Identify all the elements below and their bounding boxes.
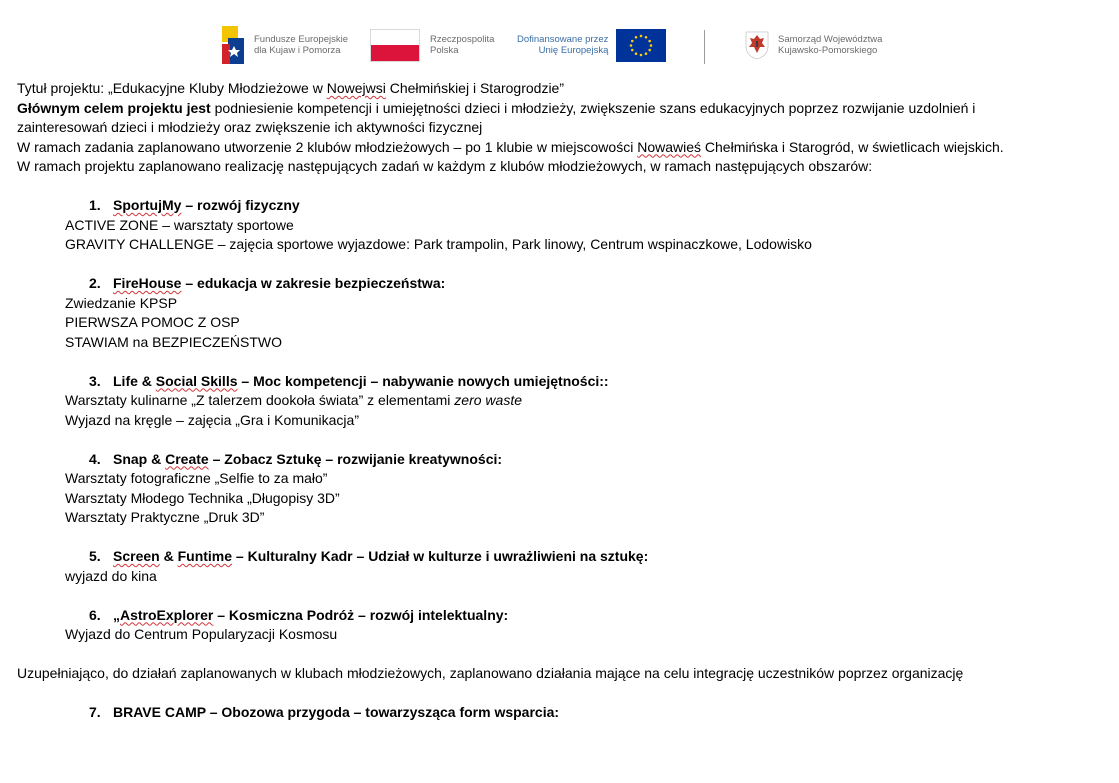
task-item-italic: zero waste — [454, 392, 522, 408]
task-item: Wyjazd do Centrum Popularyzacji Kosmosu — [65, 626, 338, 642]
task-number: 2. — [89, 275, 101, 291]
task-title-spellcheck-word: SportujMy — [113, 197, 182, 213]
task-heading-2 — [17, 274, 1107, 294]
task-item: Zwiedzanie KPSP — [65, 294, 178, 311]
project-goal-continuation: zainteresowań dzieci i młodzieży oraz zwiększenie ich aktywności fizycznej — [17, 119, 483, 135]
clubs-text-part2: Chełmińska i Starogród, w świetlicach wiejskich. — [701, 138, 1004, 155]
task-heading-4 — [17, 450, 1107, 470]
document-body — [17, 79, 1107, 723]
rzeczpospolita-logo — [370, 22, 494, 68]
task-title-prefix: Life & — [113, 372, 156, 389]
task-title-spellcheck-word: FireHouse — [113, 275, 182, 291]
task-number: 5. — [89, 548, 101, 564]
task-title-spellcheck-word: Create — [165, 450, 209, 467]
task-item: PIERWSZA POMOC Z OSP — [65, 314, 240, 330]
task-item-text: Warsztaty kulinarne „Z talerzem dookoła świata” z elementami — [65, 392, 455, 408]
fe-star-icon — [220, 24, 246, 66]
fundusze-europejskie-logo — [220, 22, 348, 68]
task-number: 6. — [89, 606, 101, 623]
poland-flag-icon — [370, 29, 420, 62]
project-title-spellcheck-word: Nowejwsi — [326, 80, 386, 96]
eu-logo — [517, 22, 666, 68]
task-title-prefix: Snap & — [113, 450, 166, 467]
project-title — [17, 79, 1107, 99]
task-number: 3. — [89, 372, 101, 389]
task-item: Warsztaty Młodego Technika „Długopisy 3D” — [65, 489, 340, 506]
kp-logo-line2: Kujawsko-Pomorskiego — [778, 45, 878, 56]
kp-logo-line1: Samorząd Województwa — [778, 34, 883, 45]
task-item: Wyjazd na kręgle – zajęcia „Gra i Komunikacja” — [65, 411, 359, 428]
task-title-text: BRAVE CAMP – Obozowa przygoda – towarzysząca form wsparcia: — [113, 704, 560, 720]
task-number: 1. — [89, 197, 101, 213]
task-heading-6 — [17, 606, 1107, 626]
rp-logo-line1: Rzeczpospolita — [430, 34, 495, 45]
task-item: STAWIAM na BEZPIECZEŃSTWO — [65, 333, 283, 350]
task-title-spellcheck-word: AstroExplorer — [120, 606, 214, 623]
coat-of-arms-icon — [744, 30, 770, 60]
task-title-text: – rozwój fizyczny — [181, 197, 300, 213]
task-title-prefix: „ — [113, 606, 120, 623]
project-goal-bold: Głównym celem projektu jest — [17, 99, 211, 116]
fe-logo-line2: dla Kujaw i Pomorza — [254, 45, 341, 56]
supplement-paragraph: Uzupełniająco, do działań zaplanowanych w klubach młodzieżowych, zaplanowano działania mające na celu integrację uczestników poprzez organizację — [17, 665, 964, 681]
task-title-text: – Zobacz Sztukę – rozwijanie kreatywności: — [208, 450, 503, 467]
kujawsko-pomorskie-logo — [744, 22, 882, 68]
project-goal-text: podniesienie kompetencji i umiejętności dzieci i młodzieży, zwiększenie szans edukacyjnych poprzez rozwijanie uzdolnień i — [210, 99, 976, 116]
task-title-text: – Moc kompetencji – nabywanie nowych umiejętności:: — [237, 372, 609, 389]
task-item: Warsztaty Praktyczne „Druk 3D” — [65, 509, 265, 525]
task-title-text: – edukacja w zakresie bezpieczeństwa: — [181, 275, 446, 291]
task-title-spellcheck-word: Social Skills — [155, 372, 238, 389]
rp-logo-line2: Polska — [430, 45, 459, 56]
logo-divider — [704, 30, 705, 64]
task-title-text: – Kosmiczna Podróż – rozwój intelektualny: — [213, 606, 509, 623]
task-number: 4. — [89, 450, 101, 467]
task-item: GRAVITY CHALLENGE – zajęcia sportowe wyjazdowe: Park trampolin, Park linowy, Centrum wspinaczkowe, Lodowisko — [65, 236, 812, 252]
clubs-description — [17, 138, 1107, 158]
task-title-spellcheck-word: Screen — [113, 548, 160, 564]
task-heading-5 — [17, 547, 1107, 567]
project-title-part1: Tytuł projektu: „Edukacyjne Kluby Młodzieżowe w — [17, 80, 327, 96]
project-title-part2: Chełmińskiej i Starogrodzie” — [385, 80, 565, 96]
task-number: 7. — [89, 704, 101, 720]
task-title-ampersand: & — [159, 548, 178, 564]
tasks-intro: W ramach projektu zaplanowano realizację następujących zadań w każdym z klubów młodzieżowych, w ramach następujących obszarów: — [17, 158, 873, 174]
logo-bar — [0, 22, 1119, 68]
task-item: ACTIVE ZONE – warsztaty sportowe — [65, 216, 294, 233]
task-item: wyjazd do kina — [65, 567, 157, 584]
clubs-text-part1: W ramach zadania zaplanowano utworzenie 2 klubów młodzieżowych – po 1 klubie w miejscowości — [17, 138, 638, 155]
task-title-text: – Kulturalny Kadr – Udział w kulturze i uwrażliwieni na sztukę: — [232, 548, 649, 564]
eu-logo-line2: Unię Europejską — [538, 45, 609, 56]
task-heading-1 — [17, 196, 1107, 216]
task-heading-7 — [17, 703, 1107, 723]
fe-logo-line1: Fundusze Europejskie — [254, 34, 348, 45]
clubs-spellcheck-word: Nowawieś — [637, 138, 702, 155]
task-item: Warsztaty fotograficzne „Selfie to za mało” — [65, 470, 328, 486]
task-title-spellcheck-word: Funtime — [177, 548, 233, 564]
eu-flag-icon — [616, 29, 666, 62]
task-item — [17, 391, 1107, 411]
project-goal — [17, 99, 1107, 119]
eu-logo-line1: Dofinansowane przez — [517, 34, 609, 45]
task-heading-3 — [17, 372, 1107, 392]
